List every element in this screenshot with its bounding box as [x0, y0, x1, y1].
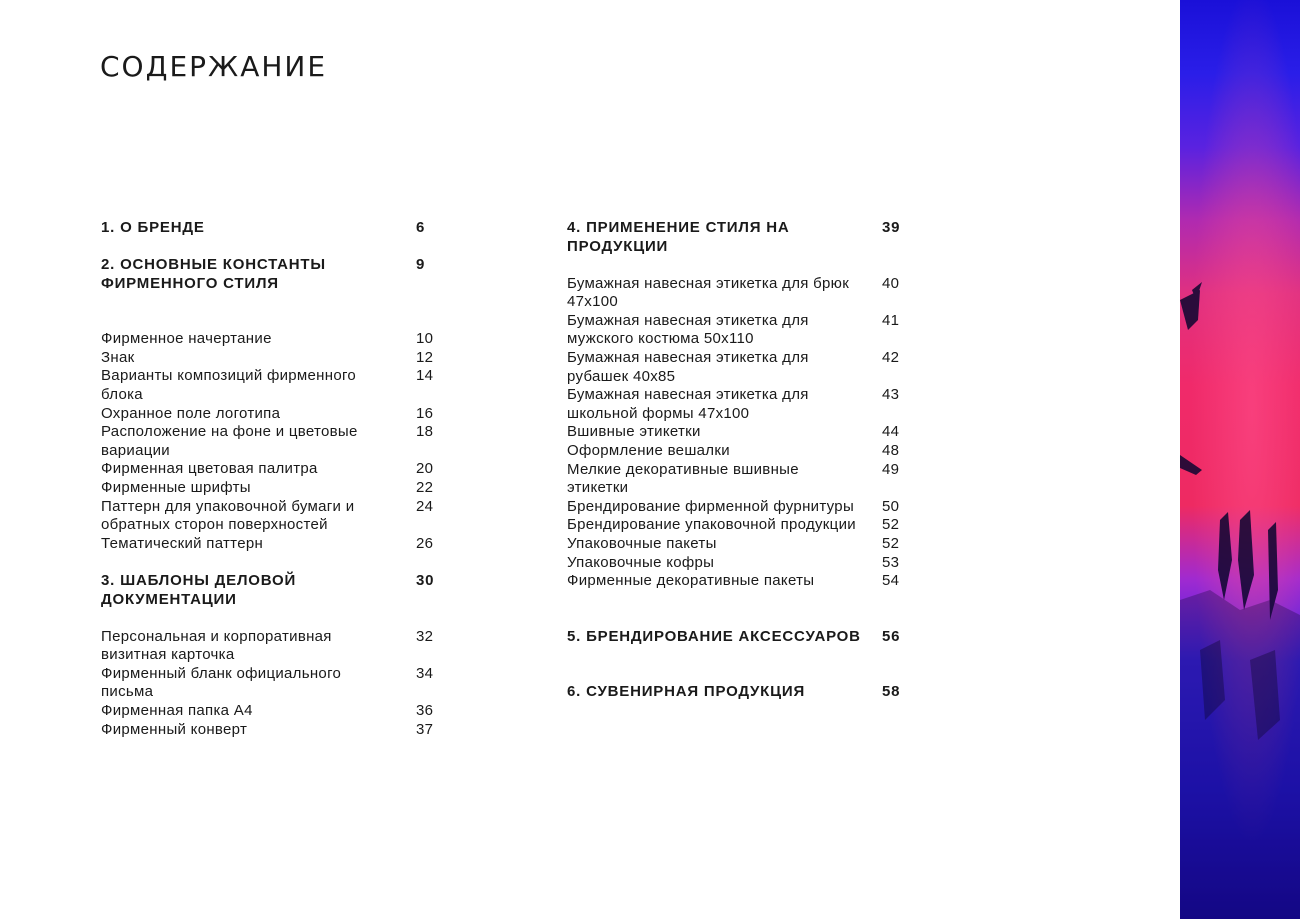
toc-item[interactable] [101, 535, 446, 554]
page-title: СОДЕРЖАНИЕ [100, 50, 328, 83]
crowd-silhouette-icon [1180, 0, 1300, 919]
toc-section[interactable] [101, 572, 446, 609]
toc-item[interactable] [567, 535, 912, 554]
toc-item-title: Брендирование упаковочной продукции [567, 516, 856, 534]
toc-item[interactable] [567, 516, 912, 535]
toc-page-number: 48 [882, 442, 900, 460]
toc-item-title: Варианты композиций фирменного блока [101, 367, 357, 404]
toc-section-title: 6. СУВЕНИРНАЯ ПРОДУКЦИЯ [567, 683, 806, 701]
toc-page-number: 49 [882, 460, 900, 478]
toc-item[interactable] [567, 349, 912, 386]
toc-item[interactable] [567, 461, 912, 498]
toc-page-number: 41 [882, 311, 900, 329]
toc-item-title: Расположение на фоне и цветовые вариации [101, 423, 358, 459]
toc-section[interactable] [101, 219, 446, 238]
toc-page-number: 40 [882, 274, 900, 292]
toc-left-column [101, 219, 446, 739]
toc-item[interactable] [101, 702, 446, 721]
toc-item[interactable] [567, 498, 912, 517]
toc-section-title: 4. ПРИМЕНЕНИЕ СТИЛЯ НА ПРОДУКЦИИ [567, 219, 790, 255]
toc-item-title: Фирменный бланк официального письма [101, 664, 342, 701]
toc-page-number: 53 [882, 553, 900, 571]
toc-page-number: 36 [416, 701, 434, 719]
toc-section-title: 2. ОСНОВНЫЕ КОНСТАНТЫ ФИРМЕННОГО СТИЛЯ [101, 256, 326, 292]
toc-item-title: Фирменные декоративные пакеты [567, 572, 815, 590]
toc-item-title: Фирменная папка А4 [101, 701, 253, 719]
toc-section-title: 3. ШАБЛОНЫ ДЕЛОВОЙ ДОКУМЕНТАЦИИ [101, 571, 297, 608]
toc-item-title: Упаковочные пакеты [567, 535, 717, 552]
toc-item[interactable] [101, 479, 446, 498]
toc-item-title: Фирменный конверт [101, 720, 248, 738]
toc-item-title: Паттерн для упаковочной бумаги и обратных сторон поверхностей [101, 497, 355, 534]
toc-section-title: 1. О БРЕНДЕ [101, 219, 205, 236]
toc-page-number: 32 [416, 627, 434, 645]
toc-item-title: Оформление вешалки [567, 442, 730, 460]
decorative-image [1180, 0, 1300, 919]
toc-item[interactable] [101, 349, 446, 368]
toc-item-title: Бумажная навесная этикетка для рубашек 40х85 [567, 349, 809, 385]
toc-item[interactable] [567, 386, 912, 423]
toc-item[interactable] [567, 312, 912, 349]
toc-page-number: 50 [882, 497, 900, 515]
toc-item[interactable] [101, 721, 446, 740]
toc-page-number: 6 [416, 219, 426, 236]
toc-item-title: Фирменные шрифты [101, 479, 251, 497]
toc-page-number: 24 [416, 497, 434, 515]
toc-item[interactable] [101, 367, 446, 404]
toc-section-title: 5. БРЕНДИРОВАНИЕ АКСЕССУАРОВ [567, 627, 861, 645]
toc-item-title: Фирменное начертание [101, 330, 272, 348]
toc-page-number: 56 [882, 627, 901, 645]
toc-page-number: 20 [416, 460, 434, 478]
toc-page-number: 26 [416, 534, 434, 552]
toc-item-title: Знак [101, 348, 135, 366]
toc-item[interactable] [567, 423, 912, 442]
toc-page-number: 22 [416, 479, 434, 497]
toc-item-title: Упаковочные кофры [567, 553, 715, 571]
toc-page-number: 42 [882, 349, 900, 367]
toc-section[interactable] [567, 683, 912, 702]
toc-page-number: 37 [416, 720, 434, 738]
toc-page-number: 34 [416, 664, 434, 682]
toc-item-title: Бумажная навесная этикетка для мужского костюма 50х110 [567, 311, 809, 348]
toc-page-number: 9 [416, 256, 426, 274]
toc-item-title: Вшивные этикетки [567, 423, 701, 441]
toc-page-number: 44 [882, 423, 900, 441]
toc-section[interactable] [567, 219, 912, 256]
toc-item-title: Персональная и корпоративная визитная карточка [101, 627, 332, 664]
toc-item[interactable] [567, 442, 912, 461]
toc-page-number: 12 [416, 348, 434, 366]
toc-item-title: Мелкие декоративные вшивные этикетки [567, 460, 799, 497]
toc-item[interactable] [567, 572, 912, 591]
toc-page-number: 58 [882, 683, 901, 701]
toc-right-column [567, 219, 912, 702]
toc-item[interactable] [101, 423, 446, 460]
toc-page-number: 52 [882, 535, 900, 552]
toc-section[interactable] [101, 256, 446, 293]
toc-section[interactable] [567, 628, 912, 647]
toc-item[interactable] [567, 554, 912, 573]
toc-page-number: 10 [416, 330, 434, 348]
toc-item-title: Тематический паттерн [101, 534, 264, 552]
toc-item-title: Бумажная навесная этикетка для брюк 47х100 [567, 274, 850, 311]
toc-page-number: 43 [882, 386, 900, 404]
toc-item-title: Брендирование фирменной фурнитуры [567, 497, 855, 515]
toc-page-number: 30 [416, 571, 435, 589]
toc-page-number: 52 [882, 516, 900, 534]
toc-item[interactable] [101, 405, 446, 424]
toc-item-title: Охранное поле логотипа [101, 404, 281, 422]
toc-item[interactable] [567, 275, 912, 312]
toc-page-number: 18 [416, 423, 434, 441]
toc-page-number: 54 [882, 572, 900, 590]
toc-item[interactable] [101, 460, 446, 479]
toc-page-number: 39 [882, 219, 901, 236]
toc-item[interactable] [101, 330, 446, 349]
toc-item[interactable] [101, 498, 446, 535]
toc-item[interactable] [101, 628, 446, 665]
toc-page-number: 14 [416, 367, 434, 385]
toc-page-number: 16 [416, 404, 434, 422]
toc-item-title: Бумажная навесная этикетка для школьной формы 47х100 [567, 386, 809, 422]
toc-item[interactable] [101, 665, 446, 702]
toc-item-title: Фирменная цветовая палитра [101, 460, 318, 478]
